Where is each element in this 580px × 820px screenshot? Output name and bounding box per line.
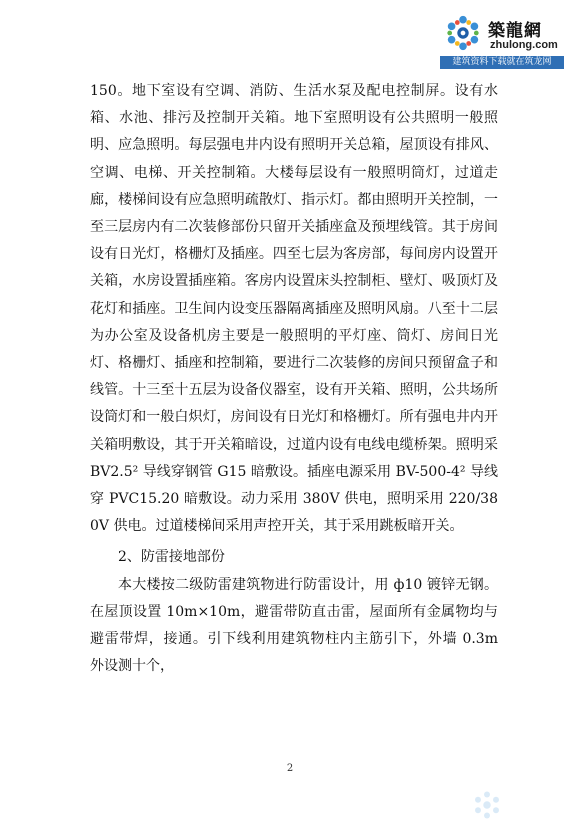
document-body	[90, 78, 498, 680]
logo-banner: 建筑资料下载就在筑龙网	[440, 56, 564, 69]
zhulong-logo	[440, 12, 564, 70]
paragraph-lightning-protection: 本大楼按二级防雷建筑物进行防雷设计，用 ф10 镀锌无钢。在屋顶设置 10m×10m，避雷带防直击雷，屋面所有金属物均与避雷带焊，接通。引下线利用建筑物柱内主筋引下，外墙 0.3m 外设测十个，	[90, 576, 498, 675]
section-heading-lightning: 2、防雷接地部份	[118, 549, 225, 566]
logo-name: 築龍網	[488, 21, 542, 41]
logo-url: zhulong.com	[490, 39, 558, 51]
watermark-snowflake-icon	[472, 790, 502, 820]
snowflake-logo-icon	[444, 14, 482, 52]
paragraph-electrical-systems: 150。地下室设有空调、消防、生活水泵及配电控制屏。设有水箱、水池、排污及控制开关箱。地下室照明设有公共照明一般照明、应急照明。每层强电井内设有照明开关总箱，屋顶设有排风、空调、电梯、开关控制箱。大楼每层设有一般照明筒灯，过道走廊，楼梯间设有应急照明疏散灯、指示灯。都由照明开关控制，一至三层房内有二次装修部份只留开关插座盒及预埋线管。其于房间设有日光灯，格栅灯及插座。四至七层为客房部，每间房内设置开关箱，水房设置插座箱。客房内设置床头控制柜、壁灯、吸顶灯及花灯和插座。卫生间内设变压器隔离插座及照明风扇。八至十二层为办公室及设备机房主要是一般照明的平灯座、筒灯、房间日光灯、格栅灯、插座和控制箱，要进行二次装修的房间只预留盒子和线管。十三至十五层为设备仪器室，设有开关箱、照明，公共场所设筒灯和一般白炽灯，房间设有日光灯和格栅灯。所有强电井内开关箱明敷设，其于开关箱暗设，过道内设有电线电缆桥架。照明采 BV2.5² 导线穿钢管 G15 暗敷设。插座电源采用 BV-500-4² 导线穿 PVC15.20 暗敷设。动力采用 380V 供电，照明采用 220/380V 供电。过道楼梯间采用声控开关，其于采用跳板暗开关。	[90, 83, 498, 535]
page-number: 2	[286, 763, 294, 774]
